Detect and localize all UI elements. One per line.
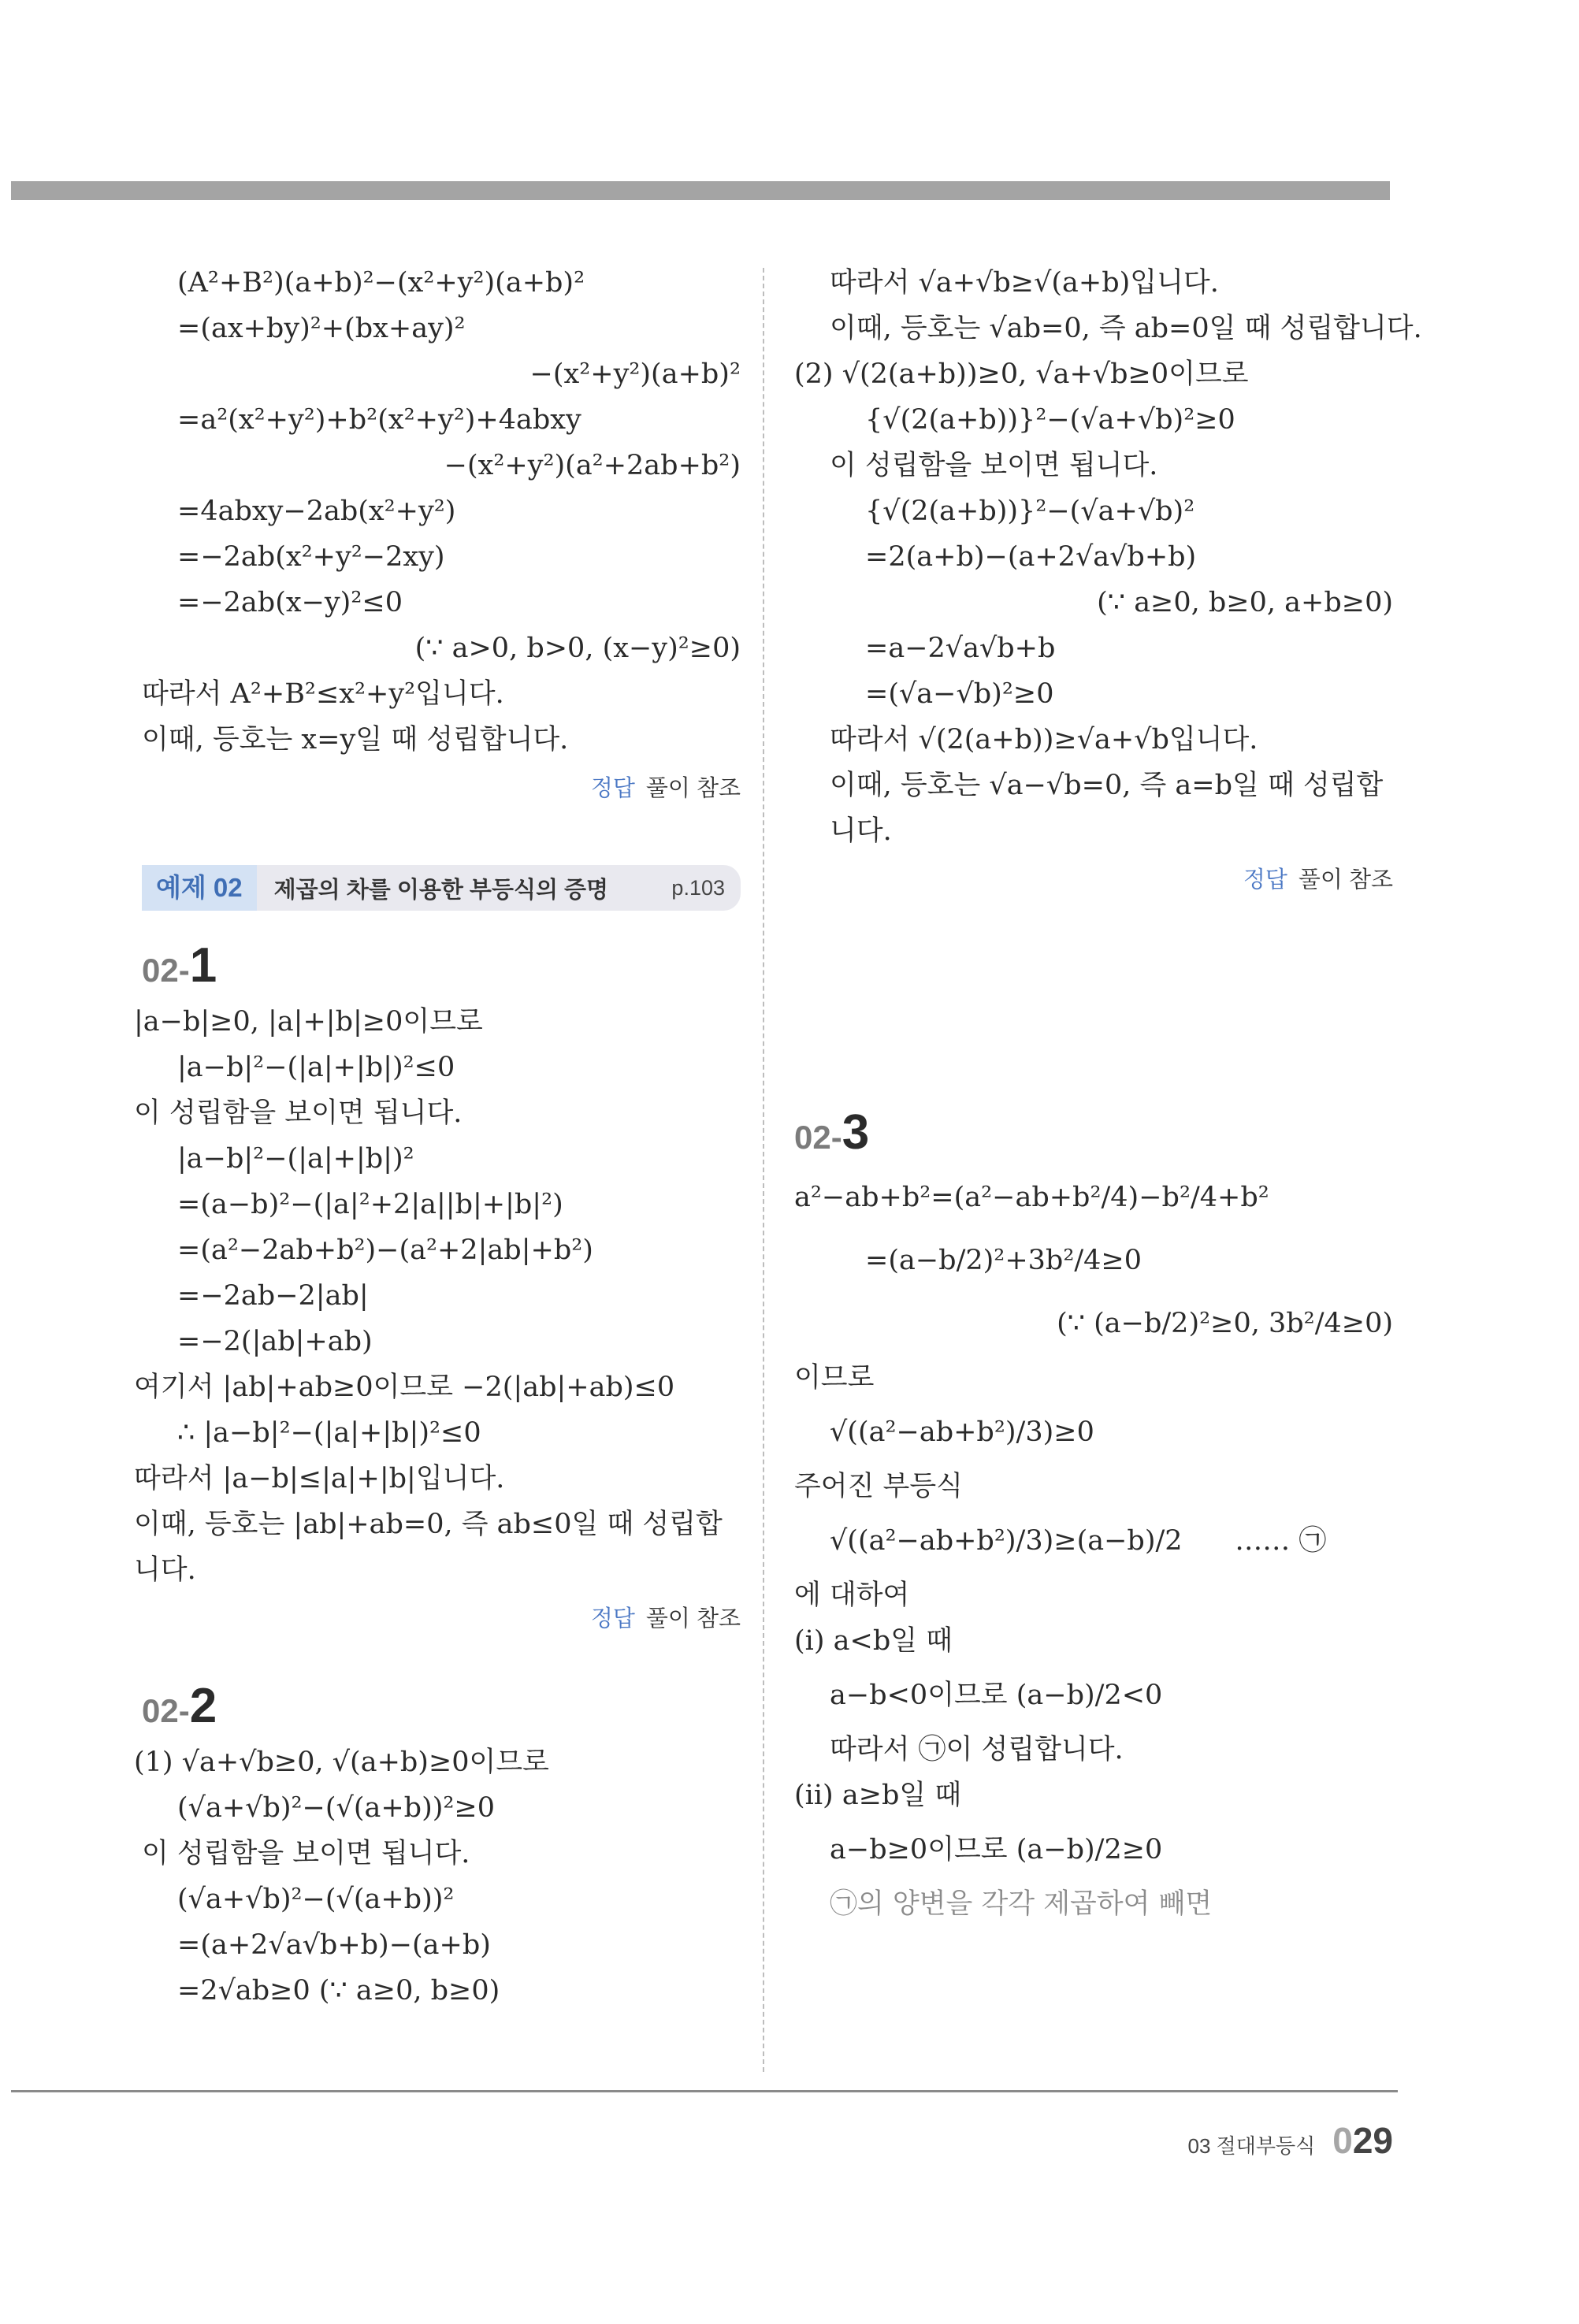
solution-line: 이 성립함을 보이면 됩니다. [142,1838,470,1869]
answer-text: 풀이 참조 [645,1606,741,1632]
solution-line: {√(2(a+b))}²−(√a+√b)²≥0 [865,404,1235,436]
solution-line: 이 성립함을 보이면 됩니다. [830,450,1158,481]
problem-prefix: 02- [142,1692,190,1729]
solution-line: (ii) a≥b일 때 [794,1780,962,1811]
proof-line: =−2ab(x²+y²−2xy) [177,541,445,573]
solution-line: =2√ab≥0 (∵ a≥0, b≥0) [177,1975,500,2007]
solution-line: (∵ a≥0, b≥0, a+b≥0) [1097,587,1393,618]
problem-number: 3 [842,1105,870,1160]
example-header [142,865,741,911]
answer-tag: 정답 [1243,867,1287,893]
proof-line: −(x²+y²)(a²+2ab+b²) [444,450,741,481]
problem-number: 1 [189,938,217,993]
solution-line: |a−b|²−(|a|+|b|)² [177,1143,414,1175]
solution-line: 이때, 등호는 |ab|+ab=0, 즉 ab≤0일 때 성립합 [134,1509,723,1540]
solution-line: 따라서 √a+√b≥√(a+b)입니다. [830,267,1219,299]
solution-line: =(√a−√b)²≥0 [865,678,1054,710]
footer-rule [11,2090,1398,2092]
solution-line: =2(a+b)−(a+2√a√b+b) [865,541,1197,573]
page-number-digits: 29 [1352,2120,1393,2161]
proof-line: =4abxy−2ab(x²+y²) [177,496,456,527]
left-column [134,260,741,2014]
solution-line: 이때, 등호는 √a−√b=0, 즉 a=b일 때 성립합 [830,770,1384,801]
proof-line: =−2ab(x−y)²≤0 [177,587,403,618]
solution-line: 이 성립함을 보이면 됩니다. [134,1097,463,1129]
solution-line: ∴ |a−b|²−(|a|+|b|)²≤0 [177,1417,481,1449]
problem-prefix: 02- [142,952,190,989]
page-number-zero: 0 [1332,2120,1353,2161]
solution-line: =−2ab−2|ab| [177,1280,369,1312]
solution-line: 이므로 [794,1362,875,1394]
solution-line: =(a+2√a√b+b)−(a+b) [177,1929,491,1961]
column-divider [763,268,764,2072]
solution-line: {√(2(a+b))}²−(√a+√b)² [865,496,1195,527]
problem-heading [794,1100,1393,1166]
solution-line: √((a²−ab+b²)/3)≥0 [830,1416,1094,1448]
answer-tag: 정답 [590,1606,635,1632]
example-title: 제곱의 차를 이용한 부등식의 증명 [273,877,609,903]
answer-text: 풀이 참조 [1298,867,1393,893]
solution-line: (√a+√b)²−(√(a+b))²≥0 [177,1792,496,1824]
solution-line: a²−ab+b²=(a²−ab+b²/4)−b²/4+b² [794,1182,1269,1213]
solution-line: 에 대하여 [794,1580,910,1611]
proof-line: 따라서 A²+B²≤x²+y²입니다. [142,678,504,710]
answer-note [142,766,741,811]
proof-line: −(x²+y²)(a+b)² [529,358,741,390]
solution-line: (2) √(2(a+b))≥0, √a+√b≥0이므로 [794,358,1249,390]
solution-line: √((a²−ab+b²)/3)≥(a−b)/2 …… ㉠ [830,1525,1327,1557]
solution-line: a−b≥0이므로 (a−b)/2≥0 [830,1834,1163,1866]
solution-line: =(a−b/2)²+3b²/4≥0 [865,1245,1142,1276]
proof-line: 이때, 등호는 x=y일 때 성립합니다. [142,724,569,755]
solution-line: ㉠의 양변을 각각 제곱하여 빼면 [830,1888,1213,1920]
solution-line: 니다. [830,815,892,847]
page-number [1332,2119,1393,2162]
solution-line: a−b<0이므로 (a−b)/2<0 [830,1680,1163,1711]
problem-number: 2 [189,1679,217,1733]
solution-line: 따라서 |a−b|≤|a|+|b|입니다. [134,1463,505,1494]
proof-line: =a²(x²+y²)+b²(x²+y²)+4abxy [177,404,581,436]
top-header-bar [11,181,1390,200]
solution-line: (1) √a+√b≥0, √(a+b)≥0이므로 [134,1747,549,1778]
page-footer [1188,2119,1394,2162]
answer-note [794,857,1393,903]
solution-line: =(a−b)²−(|a|²+2|a||b|+|b|²) [177,1189,563,1220]
solution-line: |a−b|≥0, |a|+|b|≥0이므로 [134,1006,483,1038]
right-column [794,260,1422,1927]
solution-line: =(a²−2ab+b²)−(a²+2|ab|+b²) [177,1234,593,1266]
solution-line: (i) a<b일 때 [794,1625,953,1657]
chapter-title: 03 절대부등식 [1187,2134,1316,2158]
example-page-ref: p.103 [671,875,725,900]
proof-line: (A²+B²)(a+b)²−(x²+y²)(a+b)² [177,267,585,299]
proof-line: =(ax+by)²+(bx+ay)² [177,313,466,344]
solution-line: 주어진 부등식 [794,1471,963,1502]
problem-prefix: 02- [794,1119,842,1156]
solution-line: 따라서 √(2(a+b))≥√a+√b입니다. [830,724,1258,755]
problem-heading [142,933,741,999]
solution-line: 니다. [134,1554,196,1586]
example-label: 예제 02 [142,865,257,911]
problem-heading [142,1673,741,1739]
answer-note [142,1596,741,1642]
answer-text: 풀이 참조 [645,776,741,801]
solution-line: 이때, 등호는 √ab=0, 즉 ab=0일 때 성립합니다. [830,313,1422,344]
solution-line: =a−2√a√b+b [865,633,1056,664]
proof-line: (∵ a>0, b>0, (x−y)²≥0) [414,633,741,664]
solution-line: 여기서 |ab|+ab≥0이므로 −2(|ab|+ab)≤0 [134,1372,675,1403]
solution-line: (√a+√b)²−(√(a+b))² [177,1884,455,1915]
answer-tag: 정답 [590,776,635,801]
solution-line: 따라서 ㉠이 성립합니다. [830,1734,1124,1765]
solution-line: =−2(|ab|+ab) [177,1326,373,1357]
solution-line: (∵ (a−b/2)²≥0, 3b²/4≥0) [1057,1308,1393,1339]
solution-line: |a−b|²−(|a|+|b|)²≤0 [177,1052,455,1083]
column-gap [794,903,1393,1092]
